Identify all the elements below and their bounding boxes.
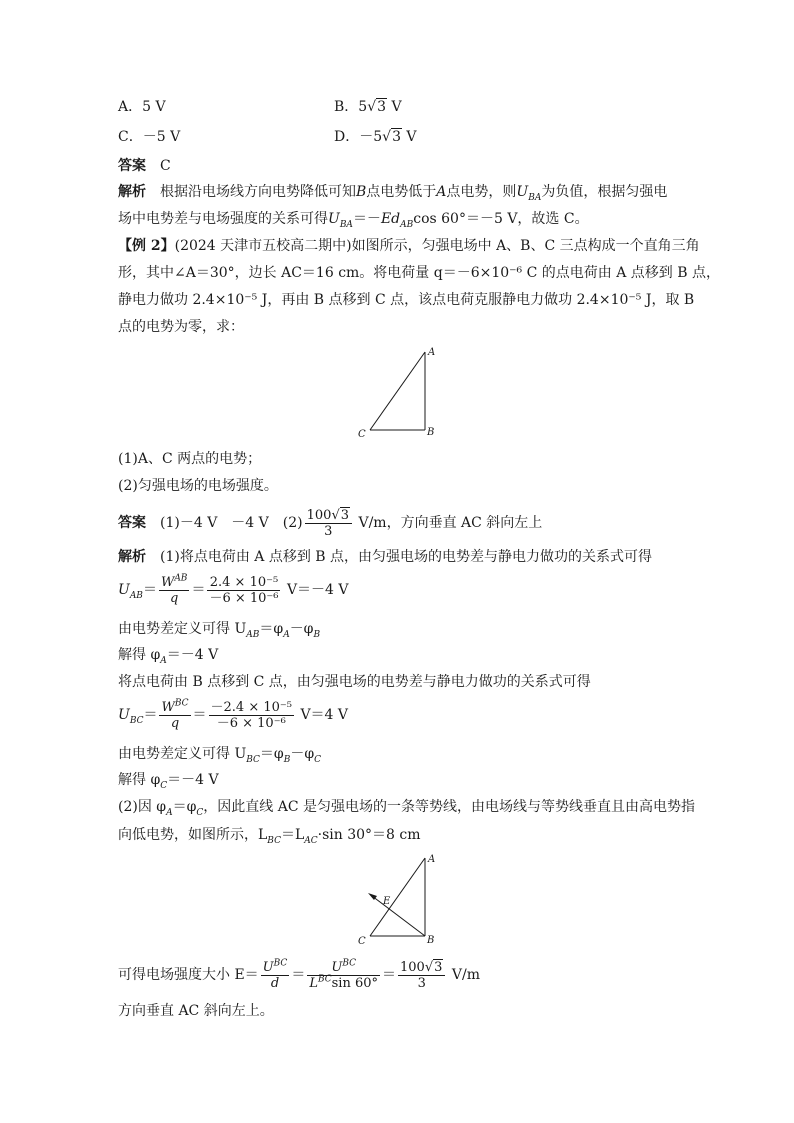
analysis-2-line-1: 解析 (1)将点电荷由 A 点移到 B 点，由匀强电场的电势差与静电力做功的关系式可得 [118, 549, 653, 565]
example-2-line-2: 形，其中∠A＝30°，边长 AC＝16 cm。将电荷量 q＝－6×10⁻⁶ C 的点电荷由 A 点移到 B 点， [118, 265, 720, 281]
vertex-c-label: C [358, 936, 366, 947]
example-2-line-4: 点的电势为零，求： [118, 319, 244, 335]
option-c: C．－5 V [118, 129, 181, 145]
question-2: (2)匀强电场的电场强度。 [118, 478, 278, 494]
analysis-1-line-2: 场中电势差与电场强度的关系可得$U_{BA}=-Ed_{AB}\cos$ 60°＝－5 V，故选 C。 [118, 211, 589, 230]
equation-field-strength: 可得电场强度大小 E＝ $\frac{U^{BC}}{d}$ ＝ $\frac{U^{BC}}{L^{BC}\sin 60^\circ}$ ＝ $\frac{100√3}{3}$ V/m [118, 958, 480, 991]
point-e-label: E [383, 896, 391, 907]
analysis-1-line-1: 解析 根据沿电场线方向电势降低可知B点电势低于A点电势，则$U_{BA}$为负值，根据匀强电 [118, 184, 668, 203]
analysis-2-line-uab-def: 由电势差定义可得 $U_{AB}=\varphi_A-\varphi_B$ [118, 621, 321, 640]
analysis-2-part-2-line-2: 向低电势，如图所示，$L_{BC}=L_{AC}\cdot\sin$ 30°＝8 cm [118, 827, 421, 846]
analysis-2-direction: 方向垂直 AC 斜向左上。 [118, 1003, 274, 1019]
triangle-figure-2 [350, 848, 450, 948]
option-a: A．5 V [118, 99, 166, 115]
analysis-2-line-bc: 将点电荷由 B 点移到 C 点，由匀强电场的电势差与静电力做功的关系式可得 [118, 674, 591, 690]
question-1: (1)A、C 两点的电势； [118, 451, 262, 467]
vertex-b-label: B [427, 935, 435, 946]
vertex-c-label: C [358, 429, 366, 440]
analysis-2-part-2-line-1: (2)因 $\varphi_A=\varphi_C$，因此直线 AC 是匀强电场的一条等势线，由电场线与等势线垂直且由高电势指 [118, 799, 696, 818]
option-d: D．－5√3 V [334, 129, 417, 145]
vertex-a-label: A [428, 347, 436, 358]
answer-2: 答案 (1)－4 V －4 V (2) $\frac{100√3}{3}$ V/m，方向垂直 AC 斜向左上 [118, 507, 543, 539]
analysis-2-line-ubc-def: 由电势差定义可得 $U_{BC}=\varphi_B-\varphi_C$ [118, 746, 322, 765]
analysis-2-phi-a: 解得 $\varphi_A=-4$ V [118, 647, 219, 666]
example-2-line-3: 静电力做功 2.4×10⁻⁵ J，再由 B 点移到 C 点，该点电荷克服静电力做功 2.4×10⁻⁵ J，取 B [118, 292, 695, 308]
vertex-b-label: B [427, 427, 435, 438]
example-2-line-1: 【例 2】(2024 天津市五校高二期中)如图所示，匀强电场中 A、B、C 三点构成一个直角三角 [118, 238, 700, 254]
vertex-a-label: A [428, 854, 436, 865]
option-b: B．5√3 V [334, 99, 402, 115]
answer-1: 答案 C [118, 158, 171, 174]
analysis-2-phi-c: 解得 $\varphi_C=-4$ V [118, 772, 219, 791]
equation-ubc: $U_{BC}=$ $\frac{W^{BC}}{q}$ ＝ $\frac{\text{－2.4 × 10⁻⁵}}{\text{－6 × 10⁻⁶}}$ V＝4 V [118, 698, 349, 731]
triangle-figure-1 [350, 342, 450, 442]
equation-uab: $U_{AB}=$ $\frac{W^{AB}}{q}$ ＝ $\frac{\text{2.4 × 10⁻⁵}}{\text{－6 × 10⁻⁶}}$ V＝－4 V [118, 573, 349, 606]
